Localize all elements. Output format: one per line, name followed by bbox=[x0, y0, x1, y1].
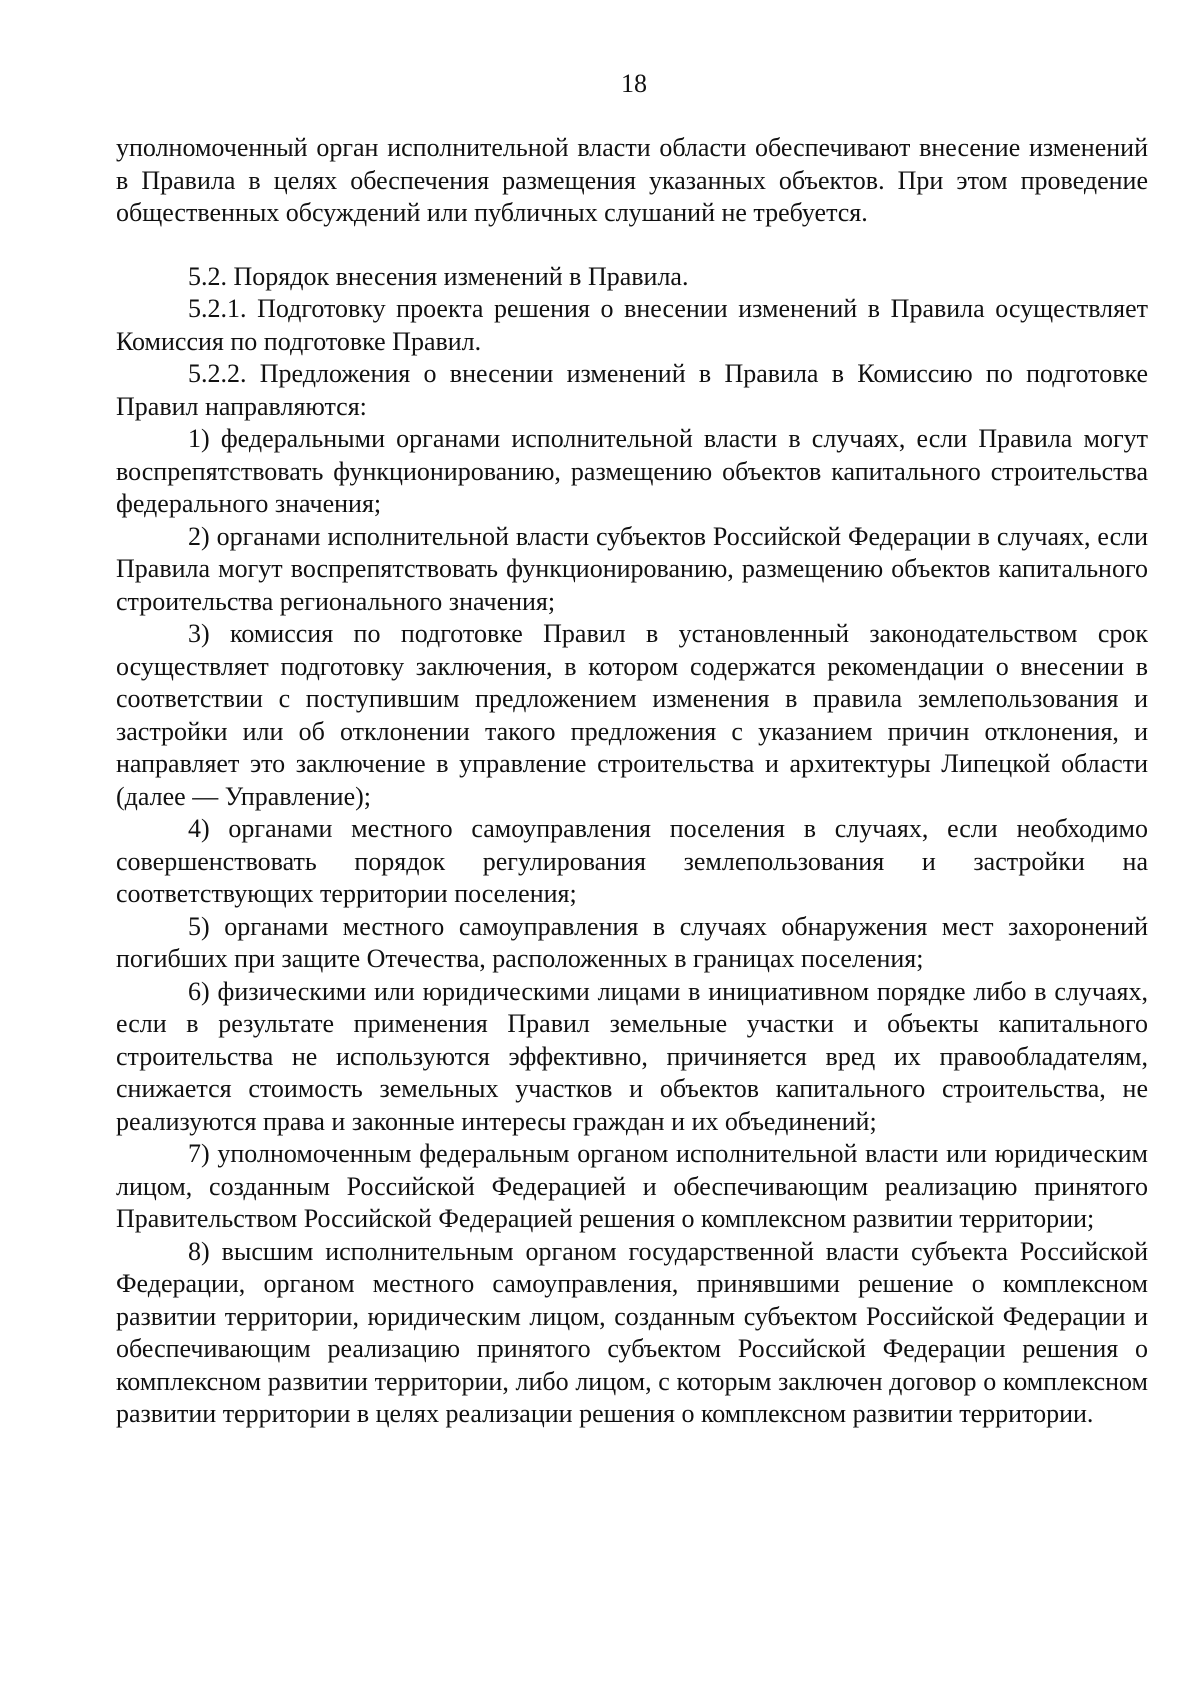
paragraph-continuation: уполномоченный орган исполнительной власти области обеспечивают внесение изменений в Правила в целях обеспечения размещения указанных объектов. При этом проведение общественных обсуждений или публичных слушаний не требуется. bbox=[116, 133, 1148, 227]
paragraph-gap bbox=[116, 230, 1148, 261]
list-item-6: 6) физическими или юридическими лицами в инициативном порядке либо в случаях, если в результате применения Правил земельные участки и объекты капитального строительства не используются эффективно, причиняется вред их правообладателям, снижается стоимость земельных участков и объектов капитального строительства, не реализуются права и законные интересы граждан и их объединений; bbox=[116, 976, 1148, 1136]
list-item-3: 3) комиссия по подготовке Правил в установленный законодательством срок осуществляет подготовку заключения, в котором содержатся рекомендации о внесении в соответствии с поступившим предложением изменения в правила землепользования и застройки или об отклонении такого предложения с указанием причин отклонения, и направляет это заключение в управление строительства и архитектуры Липецкой области (далее — Управление); bbox=[116, 619, 1148, 811]
page-number: 18 bbox=[621, 69, 647, 98]
list-item-5: 5) органами местного самоуправления в случаях обнаружения мест захоронений погибших при защите Отечества, расположенных в границах поселения; bbox=[116, 911, 1148, 973]
list-item-8: 8) высшим исполнительным органом государственной власти субъекта Российской Федерации, органом местного самоуправления, принявшими решение о комплексном развитии территории, юридическим лицом, созданным субъектом Российской Федерации и обеспечивающим реализацию принятого субъектом Российской Федерации решения о комплексном развитии территории, либо лицом, с которым заключен договор о комплексном развитии территории в целях реализации решения о комплексном развитии территории. bbox=[116, 1236, 1148, 1428]
clause-5-2-1: 5.2.1. Подготовку проекта решения о внесении изменений в Правила осуществляет Комиссия по подготовке Правил. bbox=[116, 294, 1148, 356]
clause-5-2-2: 5.2.2. Предложения о внесении изменений в Правила в Комиссию по подготовке Правил направляются: bbox=[116, 359, 1148, 421]
list-item-2: 2) органами исполнительной власти субъектов Российской Федерации в случаях, если Правила могут воспрепятствовать функционированию, размещению объектов капитального строительства регионального значения; bbox=[116, 521, 1148, 616]
list-item-1: 1) федеральными органами исполнительной власти в случаях, если Правила могут воспрепятствовать функционированию, размещению объектов капитального строительства федерального значения; bbox=[116, 424, 1148, 518]
list-item-7: 7) уполномоченным федеральным органом исполнительной власти или юридическим лицом, созданным Российской Федерацией и обеспечивающим реализацию принятого Правительством Российской Федерацией решения о комплексном развитии территории; bbox=[116, 1139, 1148, 1233]
list-item-4: 4) органами местного самоуправления поселения в случаях, если необходимо совершенствовать порядок регулирования землепользования и застройки на соответствующих территории поселения; bbox=[116, 814, 1148, 908]
section-heading-5-2: 5.2. Порядок внесения изменений в Правила. bbox=[188, 261, 689, 291]
document-body bbox=[116, 132, 1148, 1431]
